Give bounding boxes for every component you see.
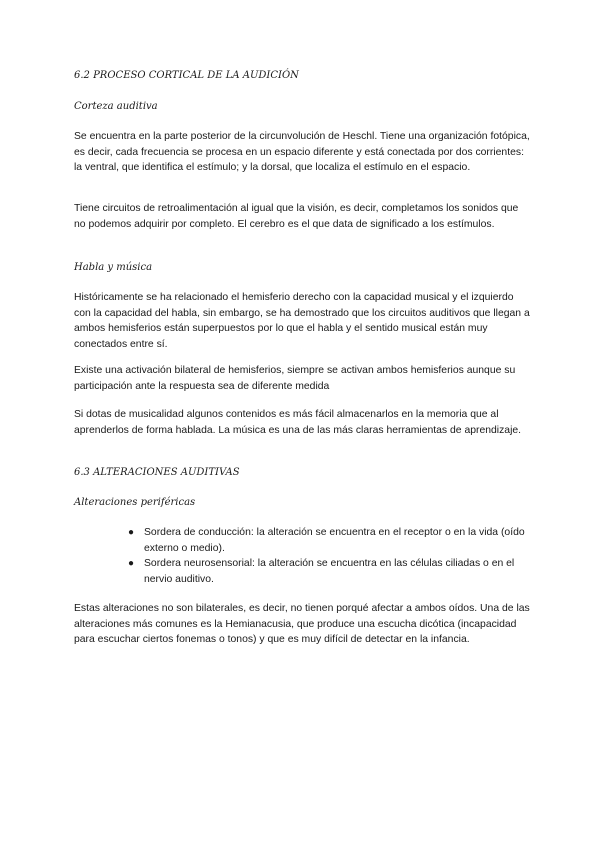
subheading-alteraciones-perifericas: Alteraciones periféricas: [74, 497, 196, 508]
paragraph-habla-1: Históricamente se ha relacionado el hemisferio derecho con la capacidad musical y el izquierdo con la capacidad del habla, sin embargo, se ha demostrado que los circuitos auditivos que llegan a ambos hemisferios están superpuestos por lo que el habla y el sentido musical están muy conectados entre sí.: [74, 292, 530, 350]
list-item-text: Sordera neurosensorial: la alteración se encuentra en las células ciliadas o en el nervio auditivo.: [144, 558, 515, 585]
bullet-icon: ●: [128, 558, 135, 569]
section-heading-alteraciones: 6.3 ALTERACIONES AUDITIVAS: [74, 467, 240, 478]
paragraph-habla-3: Si dotas de musicalidad algunos contenidos es más fácil almacenarlos en la memoria que al aprenderlos de forma hablada. La música es una de las más claras herramientas de aprendizaje.: [74, 409, 522, 436]
subheading-habla-musica: Habla y música: [74, 262, 153, 273]
paragraph-habla-2: Existe una activación bilateral de hemisferios, siempre se activan ambos hemisferios aunque su participación ante la respuesta sea de diferente medida: [74, 365, 516, 392]
bullet-list: [126, 525, 530, 587]
paragraph-alteraciones-1: Estas alteraciones no son bilaterales, es decir, no tienen porqué afectar a ambos oídos. Una de las alteraciones más comunes es la Hemianacusia, que produce una escucha dicótica (incapacidad para escuchar ciertos fonemas o tonos) y que es muy difícil de detectar en la infancia.: [74, 603, 530, 645]
list-item: [126, 525, 530, 556]
paragraph-corteza-2: Tiene circuitos de retroalimentación al igual que la visión, es decir, completamos los sonidos que no podemos adquirir por completo. El cerebro es el que data de significado a los estímulos.: [74, 203, 519, 230]
section-heading-proceso-cortical: 6.2 PROCESO CORTICAL DE LA AUDICIÓN: [74, 70, 299, 81]
paragraph-corteza-1: Se encuentra en la parte posterior de la circunvolución de Heschl. Tiene una organización fotópica, es decir, cada frecuencia se procesa en un espacio diferente y está conectada por dos corrientes: la ventral, que identifica el estímulo; y la dorsal, que localiza el estímulo en el espacio.: [74, 131, 530, 173]
list-item: [126, 556, 530, 587]
subheading-corteza-auditiva: Corteza auditiva: [74, 101, 158, 112]
bullet-icon: ●: [128, 527, 135, 538]
list-item-text: Sordera de conducción: la alteración se encuentra en el receptor o en la vida (oído externo o medio).: [144, 527, 525, 554]
